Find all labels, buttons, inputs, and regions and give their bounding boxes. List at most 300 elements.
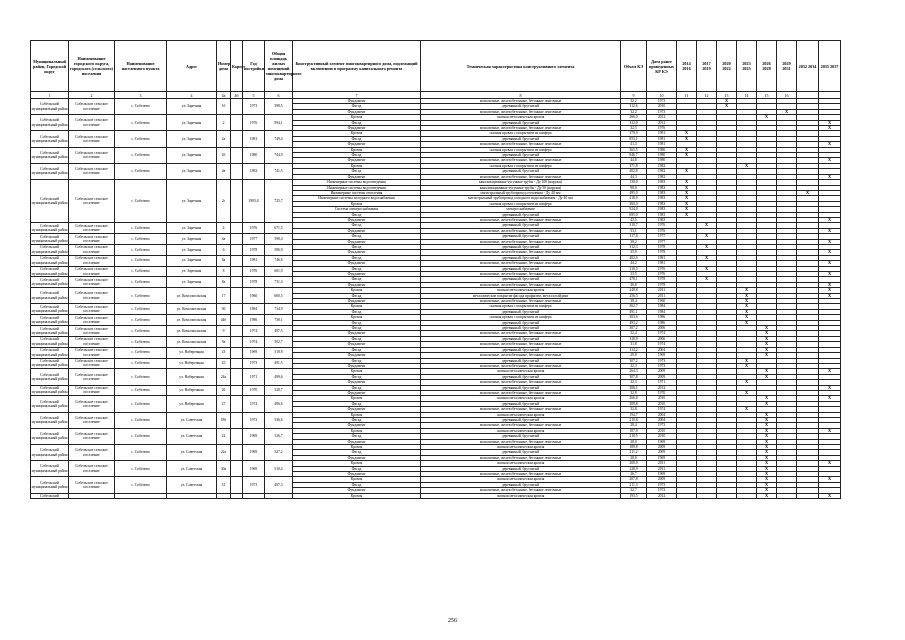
district-cell: Собельский муниципальный район xyxy=(31,277,68,287)
year-built-cell: 1973 xyxy=(243,477,265,493)
last-repair-date-cell: 1982 xyxy=(647,163,677,168)
characteristic-cell: деревянный, брусчатый xyxy=(421,266,621,271)
period-mark-cell: X xyxy=(819,293,841,298)
characteristic-cell: деревянный, брусчатый xyxy=(421,153,621,158)
building-cell xyxy=(231,115,243,131)
period-mark-cell: X xyxy=(777,109,797,114)
street-cell: ул. Набережная xyxy=(167,358,217,369)
house-number-cell: 6 xyxy=(217,244,231,255)
settlement-cell: Собельское сельское поселение xyxy=(69,266,115,277)
element-cell: Инженерные системы холодного водоснабжения xyxy=(293,196,421,201)
settlement-cell: Собельское сельское поселение xyxy=(69,347,115,358)
last-repair-date-cell: 2004 xyxy=(647,417,677,422)
total-area-cell: 671,5 xyxy=(265,223,293,234)
house-number-cell xyxy=(217,493,231,498)
building-cell xyxy=(231,266,243,277)
period-mark-cell: X xyxy=(677,212,697,217)
characteristic-cell: деревянный, брусчатый xyxy=(421,120,621,125)
period-mark-cell: X xyxy=(819,239,841,244)
column-header: Год постройки xyxy=(243,41,265,92)
total-area-cell: 744,9 xyxy=(265,147,293,163)
building-cell xyxy=(231,304,243,315)
year-built-cell: 1974 xyxy=(243,326,265,337)
last-repair-date-cell: 1981 xyxy=(647,131,677,136)
element-cell: Кровля xyxy=(293,461,421,466)
street-cell: ул. Заречная xyxy=(167,147,217,163)
period-mark-cell xyxy=(677,493,697,498)
last-repair-date-cell: 1983 xyxy=(647,207,677,212)
street-cell: ул. Заречная xyxy=(167,131,217,147)
volume-cell: 32,3 xyxy=(621,380,647,385)
column-number: 1 xyxy=(31,92,69,99)
characteristic-cell: скатная металлическая кровля xyxy=(421,461,621,466)
volume-cell: 307,8 xyxy=(621,374,647,379)
building-cell xyxy=(231,347,243,358)
house-number-cell: 22 xyxy=(217,428,231,444)
year-built-cell: 1969 xyxy=(243,428,265,444)
volume-cell: 43,5 xyxy=(621,217,647,222)
volume-cell: 32,8 xyxy=(621,407,647,412)
house-number-cell: 23 xyxy=(217,347,231,358)
period-mark-cell: X xyxy=(677,131,697,136)
characteristic-cell: канализационные чугунные трубы - Ду 50 (наружн) xyxy=(421,185,621,190)
period-mark-cell: X xyxy=(677,185,697,190)
last-repair-date-cell: 1969 xyxy=(647,472,677,477)
volume-cell: 310,7 xyxy=(621,223,647,228)
house-number-cell: 24а xyxy=(217,369,231,385)
year-built-cell xyxy=(243,493,265,498)
element-cell: Фундамент xyxy=(293,488,421,493)
locality-cell: с. Собелево xyxy=(115,223,167,234)
district-cell: Собельский муниципальный район xyxy=(31,445,69,461)
element-cell: Фундамент xyxy=(293,272,421,277)
locality-cell: с. Собелево xyxy=(115,255,167,266)
locality-cell: с. Собелево xyxy=(115,336,167,347)
year-built-cell: 1973 xyxy=(243,358,265,369)
period-mark-cell: X xyxy=(819,250,841,255)
locality-cell: с. Собелево xyxy=(115,266,167,277)
house-number-cell: 8 xyxy=(217,266,231,277)
street-cell: ул. Заречная xyxy=(167,255,217,266)
total-area-cell: 496,6 xyxy=(265,396,293,412)
street-cell: ул. Комсомольская xyxy=(167,304,217,315)
element-cell: Фасад xyxy=(293,293,421,298)
period-mark-cell: X xyxy=(737,309,757,314)
locality-cell: с. Собелево xyxy=(115,234,167,245)
building-cell xyxy=(231,147,243,163)
characteristic-cell: скатная металлическая кровля xyxy=(421,493,621,498)
element-cell: Фасад xyxy=(293,374,421,379)
period-mark-cell: X xyxy=(819,126,841,131)
last-repair-date-cell: 1980 xyxy=(647,158,677,163)
last-repair-date-cell: 2010 xyxy=(647,401,677,406)
last-repair-date-cell: 1969 xyxy=(647,455,677,460)
period-mark-cell: X xyxy=(819,158,841,163)
volume-cell: 107,0 xyxy=(621,428,647,433)
period-mark-cell: X xyxy=(697,255,717,260)
column-header: 2035 2037 xyxy=(819,41,841,92)
settlement-cell: Собельское сельское поселение xyxy=(69,358,115,369)
period-mark-cell: X xyxy=(697,244,717,249)
period-mark-cell: X xyxy=(757,331,777,336)
element-cell: Фундамент xyxy=(293,174,421,179)
volume-cell: 44,8 xyxy=(621,158,647,163)
year-built-cell: 1981 xyxy=(243,255,265,266)
volume-cell: 41,3 xyxy=(621,142,647,147)
district-cell: Собельский муниципальный район xyxy=(31,147,69,163)
column-number: 10 xyxy=(647,92,677,99)
volume-cell: 264,3 xyxy=(621,369,647,374)
street-cell: ул. Советская xyxy=(167,428,217,444)
volume-cell: 29,8 xyxy=(621,353,647,358)
period-mark-cell: X xyxy=(737,363,757,368)
house-number-cell: 27 xyxy=(217,396,231,412)
settlement-cell: Собельское сельское поселение xyxy=(69,277,115,288)
last-repair-date-cell: 1969 xyxy=(647,353,677,358)
district-cell: Собельский муниципальный район xyxy=(31,267,68,276)
period-mark-cell: X xyxy=(737,407,757,412)
year-built-cell: 1971 xyxy=(243,369,265,385)
last-repair-date-cell: 2009 xyxy=(647,450,677,455)
element-cell: Система электроснабжения xyxy=(293,207,421,212)
volume-cell: 493,2 xyxy=(621,320,647,325)
building-cell xyxy=(231,99,243,115)
characteristic-cell: монолитные, железобетонные, бетонные ленточные xyxy=(421,299,621,304)
locality-cell xyxy=(115,493,167,498)
street-cell: ул. Заречная xyxy=(167,223,217,234)
element-cell: Фасад xyxy=(293,153,421,158)
volume-cell: 32,7 xyxy=(621,488,647,493)
characteristic-cell: деревянный, брусчатый xyxy=(421,223,621,228)
element-cell: Фасад xyxy=(293,136,421,141)
characteristic-cell: деревянный, брусчатый xyxy=(421,244,621,249)
volume-cell: 248,8 xyxy=(621,288,647,293)
characteristic-cell: монолитные, железобетонные, бетонные ленточные xyxy=(421,158,621,163)
last-repair-date-cell: 1982 xyxy=(647,174,677,179)
last-repair-date-cell: 1978 xyxy=(647,277,677,282)
last-repair-date-cell: 2006 xyxy=(647,336,677,341)
last-repair-date-cell: 1983 xyxy=(647,201,677,206)
building-cell xyxy=(231,277,243,288)
volume-cell: 695,0 xyxy=(621,212,647,217)
column-header: Адрес xyxy=(167,41,217,92)
settlement-cell: Собельское сельское поселение xyxy=(69,163,115,179)
settlement-cell: Собельское сельское поселение xyxy=(69,315,115,326)
element-cell: Фундамент xyxy=(293,99,421,104)
house-number-cell: 36 xyxy=(217,304,231,315)
element-cell: Инженерные системы отопления xyxy=(293,190,421,195)
characteristic-cell: скатная металлическая кровля xyxy=(421,369,621,374)
total-area-cell: 738,1 xyxy=(265,315,293,326)
column-header: Номер дома xyxy=(217,41,231,92)
period-mark-cell xyxy=(737,493,757,498)
volume-cell: 32,4 xyxy=(621,331,647,336)
year-built-cell: 1978 xyxy=(243,277,265,288)
volume-cell: 194,7 xyxy=(621,412,647,417)
street-cell: ул. Заречная xyxy=(167,180,217,223)
house-number-cell: 30а xyxy=(217,461,231,477)
last-repair-date-cell: 2012 xyxy=(647,493,677,498)
house-number-cell: 2а xyxy=(217,131,231,147)
period-mark-cell: X xyxy=(757,434,777,439)
characteristic-cell: деревянный, брусчатый xyxy=(421,169,621,174)
period-mark-cell: X xyxy=(677,196,697,201)
district-cell: Собельский муниципальный район xyxy=(31,256,68,265)
volume-cell: 98,0 xyxy=(621,185,647,190)
settlement-cell: Собельское сельское поселение xyxy=(69,326,115,337)
last-repair-date-cell: 1976 xyxy=(647,223,677,228)
characteristic-cell: деревянный, брусчатый xyxy=(421,450,621,455)
district-cell: Собельский муниципальный район xyxy=(31,359,68,368)
characteristic-cell: монолитные, железобетонные, бетонные ленточные xyxy=(421,407,621,412)
characteristic-cell: деревянный, брусчатый xyxy=(421,212,621,217)
last-repair-date-cell: 2009 xyxy=(647,477,677,482)
locality-cell: с. Собелево xyxy=(115,244,167,255)
locality-cell: с. Собелево xyxy=(115,369,167,385)
house-number-cell: 2в xyxy=(217,163,231,179)
year-built-cell: 1980 xyxy=(243,147,265,163)
district-cell: Собельский муниципальный район xyxy=(31,461,69,477)
year-built-cell: 1973 xyxy=(243,412,265,428)
building-cell xyxy=(231,131,243,147)
characteristic-cell: монолитные, железобетонные, бетонные ленточные xyxy=(421,109,621,114)
element-cell: Фундамент xyxy=(293,439,421,444)
characteristic-cell: скатная металлическая кровля xyxy=(421,288,621,293)
period-mark-cell: X xyxy=(737,320,757,325)
element-cell: Фасад xyxy=(293,234,421,239)
column-number: 5 xyxy=(243,92,265,99)
element-cell: Фундамент xyxy=(293,282,421,287)
characteristic-cell: монолитные, железобетонные, бетонные ленточные xyxy=(421,363,621,368)
volume-cell: 491,1 xyxy=(621,309,647,314)
element-cell: Фундамент xyxy=(293,126,421,131)
volume-cell: 402,8 xyxy=(621,169,647,174)
column-number: 7 xyxy=(293,92,421,99)
volume-cell: 28,0 xyxy=(621,455,647,460)
house-number-cell: 2г xyxy=(217,180,231,223)
settlement-cell: Собельское сельское поселение xyxy=(69,412,115,428)
element-cell: Кровля xyxy=(293,304,421,309)
element-cell: Фасад xyxy=(293,320,421,325)
volume-cell: 362,7 xyxy=(621,304,647,309)
column-number: 15 xyxy=(757,92,777,99)
settlement-cell: Собельское сельское поселение xyxy=(69,461,115,477)
characteristic-cell: монолитные, железобетонные, бетонные ленточные xyxy=(421,142,621,147)
house-number-cell: 4а xyxy=(217,234,231,245)
period-mark-cell: X xyxy=(737,304,757,309)
characteristic-cell: деревянный, брусчатый xyxy=(421,277,621,282)
period-mark-cell: X xyxy=(757,417,777,422)
street-cell: ул. Заречная xyxy=(167,163,217,179)
period-mark-cell: X xyxy=(697,277,717,282)
column-number: 2 xyxy=(69,92,115,99)
last-repair-date-cell: 1977 xyxy=(647,234,677,239)
element-cell: Фундамент xyxy=(293,380,421,385)
column-header: Наименование населенного пункта xyxy=(115,41,167,92)
column-header: 2020 2022 xyxy=(717,41,737,92)
year-built-cell: 1976 xyxy=(243,223,265,234)
element-cell: Кровля xyxy=(293,288,421,293)
volume-cell: 44,3 xyxy=(621,174,647,179)
settlement-cell: Собельское сельское поселение xyxy=(69,304,115,315)
column-header: 2014 2016 xyxy=(677,41,697,92)
settlement-cell: Собельское сельское поселение xyxy=(69,115,115,131)
volume-cell: 200,0 xyxy=(621,461,647,466)
period-mark-cell: X xyxy=(677,136,697,141)
year-built-cell: 1960 xyxy=(243,288,265,304)
element-cell: Фасад xyxy=(293,120,421,125)
total-area-cell: 725,7 xyxy=(265,180,293,223)
column-number: 4б xyxy=(231,92,243,99)
period-mark-cell: X xyxy=(697,234,717,239)
last-repair-date-cell: 1974 xyxy=(647,342,677,347)
street-cell: ул. Советская xyxy=(167,477,217,493)
element-cell: Фундамент xyxy=(293,261,421,266)
volume-cell: 46,8 xyxy=(621,282,647,287)
volume-cell: 32,2 xyxy=(621,109,647,114)
building-cell xyxy=(231,493,243,498)
characteristic-cell: деревянный, брусчатый xyxy=(421,434,621,439)
district-cell: Собельский муниципальный район xyxy=(31,428,69,444)
period-mark-cell: X xyxy=(819,142,841,147)
characteristic-cell: деревянный, брусчатый xyxy=(421,326,621,331)
characteristic-cell: скатная кровля с покрытием из шифера xyxy=(421,304,621,309)
column-number xyxy=(819,92,841,99)
period-mark-cell: X xyxy=(819,385,841,390)
characteristic-cell: монолитные, железобетонные, бетонные ленточные xyxy=(421,239,621,244)
column-header: 2029 2031 xyxy=(777,41,797,92)
settlement-cell: Собельское сельское поселение xyxy=(69,369,115,385)
volume-cell: 371,8 xyxy=(621,163,647,168)
last-repair-date-cell: 1983 xyxy=(647,180,677,185)
volume-cell: 310,9 xyxy=(621,336,647,341)
total-area-cell: 536,6 xyxy=(265,412,293,428)
period-mark-cell: X xyxy=(677,169,697,174)
table-header xyxy=(31,41,841,99)
last-repair-date-cell: 1978 xyxy=(647,250,677,255)
element-cell: Фундамент xyxy=(293,250,421,255)
total-area-cell: 734,9 xyxy=(265,304,293,315)
last-repair-date-cell: 2010 xyxy=(647,428,677,433)
column-header: Конструктивный элемент многоквартирного дома, подлежащий включению в программу капитального ремонта xyxy=(293,41,421,92)
volume-cell: 211,3 xyxy=(621,482,647,487)
building-cell xyxy=(231,358,243,369)
characteristic-cell: канализационные чугунные трубы - Ду 100 (наружн) xyxy=(421,180,621,185)
last-repair-date-cell: 1978 xyxy=(647,282,677,287)
period-mark-cell: X xyxy=(819,396,841,401)
characteristic-cell: деревянный, брусчатый xyxy=(421,417,621,422)
settlement-cell xyxy=(69,493,115,498)
street-cell: ул. Набережная xyxy=(167,347,217,358)
last-repair-date-cell: 1980 xyxy=(647,147,677,152)
column-header: Объем КЭ xyxy=(621,41,647,92)
volume-cell: 418,0 xyxy=(621,196,647,201)
volume-cell: 495,0 xyxy=(621,190,647,195)
element-cell: Фасад xyxy=(293,385,421,390)
period-mark-cell: X xyxy=(697,223,717,228)
column-number xyxy=(797,92,819,99)
locality-cell: с. Собелево xyxy=(115,277,167,288)
element-cell: Кровля xyxy=(293,315,421,320)
locality-cell: с. Собелево xyxy=(115,99,167,115)
period-mark-cell: X xyxy=(757,336,777,341)
volume-cell: 303,6 xyxy=(621,315,647,320)
last-repair-date-cell: 2009 xyxy=(647,369,677,374)
volume-cell: 314,2 xyxy=(621,347,647,352)
settlement-cell: Собельское сельское поселение xyxy=(69,223,115,234)
period-mark-cell: X xyxy=(737,358,757,363)
total-area-cell xyxy=(265,493,293,498)
element-cell: Кровля xyxy=(293,147,421,152)
building-cell xyxy=(231,445,243,461)
characteristic-cell: монолитные, железобетонные, бетонные ленточные xyxy=(421,272,621,277)
characteristic-cell: монолитные, железобетонные, бетонные ленточные xyxy=(421,217,621,222)
total-area-cell: 526,7 xyxy=(265,428,293,444)
period-mark-cell: X xyxy=(819,272,841,277)
last-repair-date-cell: 1981 xyxy=(647,255,677,260)
characteristic-cell: монолитные, железобетонные, бетонные ленточные xyxy=(421,174,621,179)
characteristic-cell: деревянный, брусчатый xyxy=(421,358,621,363)
column-number: 11 xyxy=(677,92,697,99)
column-number: 6 xyxy=(265,92,293,99)
locality-cell: с. Собелево xyxy=(115,396,167,412)
house-number-cell: 4 xyxy=(217,223,231,234)
street-cell: ул. Заречная xyxy=(167,266,217,277)
total-area-cell: 528,7 xyxy=(265,385,293,396)
settlement-cell: Собельское сельское поселение xyxy=(69,255,115,266)
last-repair-date-cell: 2004 xyxy=(647,347,677,352)
period-mark-cell: X xyxy=(797,190,819,195)
last-repair-date-cell: 2004 xyxy=(647,412,677,417)
locality-cell: с. Собелево xyxy=(115,412,167,428)
last-repair-date-cell: 2011 xyxy=(647,288,677,293)
district-cell: Собельский муниципальный район xyxy=(31,337,68,346)
volume-cell: 478,1 xyxy=(621,277,647,282)
volume-cell: 28,0 xyxy=(621,439,647,444)
district-cell: Собельский муниципальный район xyxy=(31,115,69,131)
year-built-cell: 1977 xyxy=(243,234,265,245)
district-cell: Собельский муниципальный район xyxy=(31,412,69,428)
period-mark-cell: X xyxy=(819,282,841,287)
period-mark-cell: X xyxy=(757,461,777,466)
characteristic-cell: скатная кровля с покрытием из шифера xyxy=(421,147,621,152)
settlement-cell: Собельское сельское поселение xyxy=(69,244,115,255)
element-cell: Кровля xyxy=(293,201,421,206)
element-cell: Кровля xyxy=(293,428,421,433)
period-mark-cell: X xyxy=(819,428,841,433)
street-cell: ул. Советская xyxy=(167,461,217,477)
characteristic-cell: скатная металлическая кровля xyxy=(421,115,621,120)
last-repair-date-cell: 2009 xyxy=(647,445,677,450)
total-area-cell: 598,5 xyxy=(265,99,293,115)
element-cell: Фасад xyxy=(293,277,421,282)
house-number-cell: 6а xyxy=(217,255,231,266)
building-cell xyxy=(231,369,243,385)
street-cell: ул. Заречная xyxy=(167,277,217,288)
element-cell: Фасад xyxy=(293,169,421,174)
element-cell: Фундамент xyxy=(293,299,421,304)
volume-cell: 308,8 xyxy=(621,401,647,406)
characteristic-cell: монолитные, железобетонные, бетонные ленточные xyxy=(421,250,621,255)
district-cell: Собельский муниципальный район xyxy=(31,131,69,147)
building-cell xyxy=(231,461,243,477)
period-mark-cell: X xyxy=(757,477,777,482)
element-cell: Кровля xyxy=(293,493,421,498)
element-cell: Фасад xyxy=(293,434,421,439)
district-cell: Собельский муниципальный район xyxy=(31,326,68,335)
total-area-cell: 994,1 xyxy=(265,115,293,131)
street-cell: ул. Набережная xyxy=(167,396,217,412)
